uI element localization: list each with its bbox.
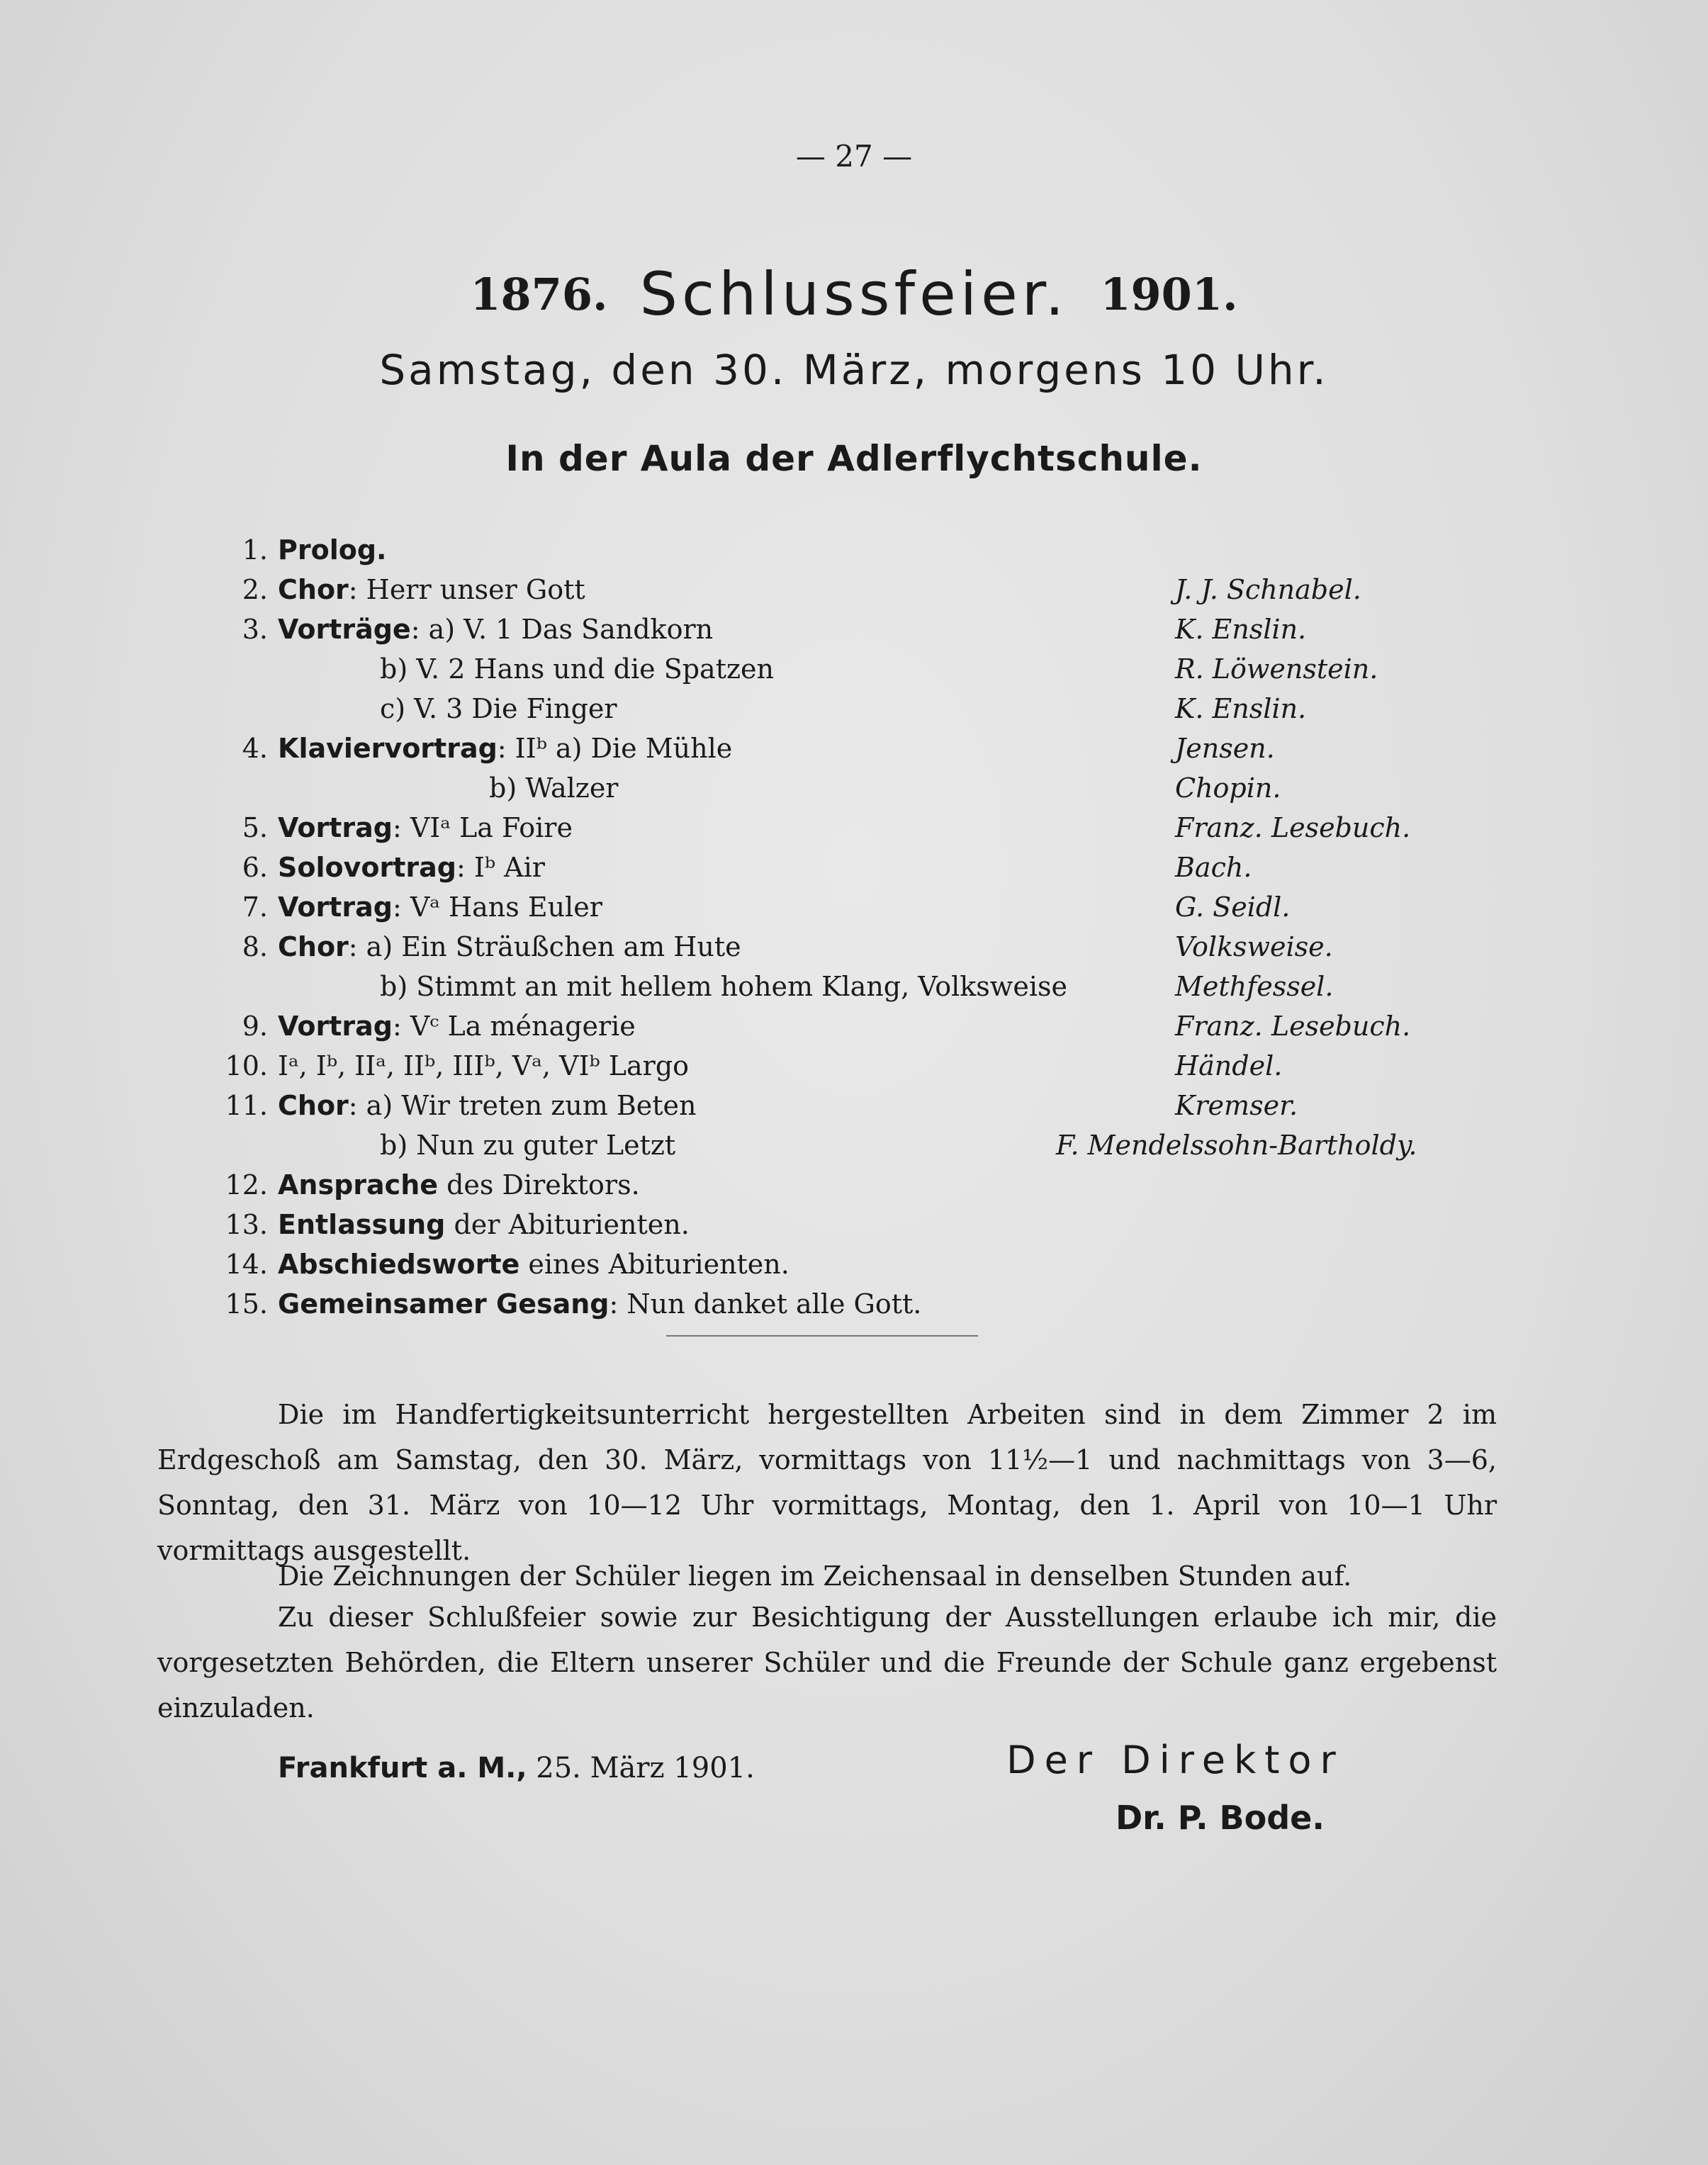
- program-subitem: [213, 1125, 1488, 1165]
- item-text: [278, 887, 602, 927]
- item-text: [278, 1205, 690, 1244]
- program-list: [213, 530, 1488, 1324]
- item-number: 13.: [225, 1209, 268, 1240]
- program-item: [213, 1244, 1488, 1284]
- item-author: K. Enslin.: [1175, 693, 1307, 724]
- item-text: [278, 927, 741, 967]
- program-subitem: [213, 768, 1488, 808]
- item-heading: Entlassung: [278, 1209, 446, 1240]
- item-author: R. Löwenstein.: [1175, 653, 1378, 685]
- item-author: G. Seidl.: [1175, 892, 1291, 923]
- item-text: [278, 1284, 921, 1324]
- item-number: 10.: [225, 1050, 268, 1081]
- item-text: [278, 570, 585, 609]
- program-item: [213, 1165, 1488, 1205]
- item-number: 9.: [242, 1011, 268, 1042]
- item-author: Jensen.: [1175, 733, 1275, 764]
- item-rest: eines Abiturienten.: [519, 1249, 790, 1280]
- item-text: [278, 808, 573, 848]
- program-item: [213, 887, 1488, 927]
- item-author: Franz. Lesebuch.: [1175, 812, 1411, 843]
- item-heading: Gemeinsamer Gesang: [278, 1288, 609, 1320]
- program-item: [213, 530, 1488, 570]
- item-rest: b) Walzer: [489, 772, 619, 804]
- item-number: 11.: [225, 1090, 268, 1121]
- program-item: [213, 729, 1488, 768]
- invitation-paragraph: [157, 1595, 1497, 1731]
- item-number: 7.: [242, 892, 268, 923]
- item-heading: Vortrag: [278, 1011, 393, 1042]
- item-rest: b) V. 2 Hans und die Spatzen: [380, 653, 774, 685]
- item-rest: : VIᵃ La Foire: [392, 812, 573, 843]
- item-number: 3.: [242, 614, 268, 645]
- exhibition-paragraph: [157, 1392, 1497, 1573]
- item-author: Bach.: [1175, 852, 1252, 883]
- item-number: 1.: [242, 534, 268, 566]
- item-text: [278, 1046, 689, 1086]
- item-number: 12.: [225, 1169, 268, 1200]
- item-number: 5.: [242, 812, 268, 843]
- item-rest: : a) Wir treten zum Beten: [348, 1090, 697, 1121]
- item-author: Methfessel.: [1175, 971, 1334, 1002]
- item-heading: Abschiedsworte: [278, 1249, 520, 1280]
- item-rest: des Direktors.: [438, 1169, 640, 1200]
- title-year-start: 1876.: [470, 268, 608, 320]
- venue-line: In der Aula der Adlerflychtschule.: [505, 438, 1203, 479]
- place-date: [278, 1752, 755, 1784]
- item-heading: Chor: [278, 574, 349, 605]
- item-number: 15.: [225, 1288, 268, 1320]
- item-rest: : a) Ein Sträußchen am Hute: [348, 931, 741, 962]
- item-rest: : Iᵇ Air: [456, 852, 545, 883]
- item-rest: Iᵃ, Iᵇ, IIᵃ, IIᵇ, IIIᵇ, Vᵃ, VIᵇ Largo: [278, 1050, 690, 1081]
- item-heading: Chor: [278, 931, 349, 962]
- item-rest: : Nun danket alle Gott.: [609, 1288, 922, 1320]
- item-text: [278, 1244, 790, 1284]
- place-text: Frankfurt a. M.,: [278, 1752, 527, 1784]
- page-number: — 27 —: [795, 139, 913, 174]
- program-item: [213, 1086, 1488, 1125]
- item-heading: Prolog.: [278, 534, 387, 566]
- title-year-end: 1901.: [1100, 268, 1238, 320]
- date-text: 25. März 1901.: [527, 1752, 755, 1784]
- program-item: [213, 1046, 1488, 1086]
- item-rest: : a) V. 1 Das Sandkorn: [410, 614, 714, 645]
- item-rest: c) V. 3 Die Finger: [380, 693, 617, 724]
- item-author: Händel.: [1175, 1050, 1283, 1081]
- drawings-paragraph: [157, 1553, 1497, 1599]
- item-author: Franz. Lesebuch.: [1175, 1011, 1411, 1042]
- item-text: [278, 729, 732, 768]
- item-heading: Solovortrag: [278, 852, 456, 883]
- signature-title: Der Direktor: [1006, 1738, 1344, 1782]
- item-author: Chopin.: [1175, 772, 1281, 804]
- item-number: 14.: [225, 1249, 268, 1280]
- item-rest: : IIᵇ a) Die Mühle: [497, 733, 733, 764]
- item-rest: b) Stimmt an mit hellem hohem Klang, Volksweise: [380, 971, 1067, 1002]
- program-item: [213, 609, 1488, 649]
- paragraph-text: Die Zeichnungen der Schüler liegen im Zeichensaal in denselben Stunden auf.: [278, 1561, 1352, 1592]
- item-number: 6.: [242, 852, 268, 883]
- item-rest: der Abiturienten.: [445, 1209, 690, 1240]
- item-text: [278, 1006, 636, 1046]
- title-main: Schlussfeier.: [639, 259, 1069, 329]
- program-subitem: [213, 649, 1488, 689]
- program-item: [213, 1205, 1488, 1244]
- item-author: K. Enslin.: [1175, 614, 1307, 645]
- item-rest: : Herr unser Gott: [348, 574, 585, 605]
- item-text: [278, 1165, 640, 1205]
- item-text: [278, 530, 386, 570]
- program-item: [213, 1006, 1488, 1046]
- item-rest: : Vᶜ La ménagerie: [392, 1011, 636, 1042]
- program-subitem: [213, 689, 1488, 729]
- program-item: [213, 927, 1488, 967]
- paragraph-text: Die im Handfertigkeitsunterricht hergestellten Arbeiten sind in dem Zimmer 2 im Erdgeschoß am Samstag, den 30. März, vormittags von 11½—1 und nachmittags von 3—6, Sonntag, den 31. März von 10—12 Uhr vormittags, Montag, den 1. April von 10—1 Uhr vormittags ausgestellt.: [157, 1399, 1497, 1566]
- item-rest: b) Nun zu guter Letzt: [380, 1130, 676, 1161]
- program-item: [213, 808, 1488, 848]
- program-item: [213, 848, 1488, 887]
- item-heading: Chor: [278, 1090, 349, 1121]
- signature-name: Dr. P. Bode.: [1116, 1799, 1325, 1837]
- item-heading: Klaviervortrag: [278, 733, 498, 764]
- program-subitem: [213, 967, 1488, 1006]
- item-heading: Vorträge: [278, 614, 411, 645]
- item-author: Kremser.: [1175, 1090, 1298, 1121]
- date-line: Samstag, den 30. März, morgens 10 Uhr.: [379, 346, 1329, 394]
- title-heading: [0, 259, 1708, 329]
- separator-rule: [666, 1335, 978, 1337]
- item-text: [278, 848, 545, 887]
- paragraph-text: Zu dieser Schlußfeier sowie zur Besichtigung der Ausstellungen erlaube ich mir, die vorgesetzten Behörden, die Eltern unserer Schüler und die Freunde der Schule ganz ergebenst einzuladen.: [157, 1602, 1497, 1723]
- item-author: Volksweise.: [1175, 931, 1333, 962]
- item-heading: Ansprache: [278, 1169, 439, 1200]
- item-number: 4.: [242, 733, 268, 764]
- item-number: 8.: [242, 931, 268, 962]
- item-author: J. J. Schnabel.: [1175, 574, 1361, 605]
- item-heading: Vortrag: [278, 812, 393, 843]
- item-text: [278, 1086, 697, 1125]
- item-heading: Vortrag: [278, 892, 393, 923]
- program-item: [213, 1284, 1488, 1324]
- item-number: 2.: [242, 574, 268, 605]
- item-author: F. Mendelssohn-Bartholdy.: [1056, 1130, 1417, 1161]
- program-item: [213, 570, 1488, 609]
- item-text: [278, 609, 713, 649]
- item-rest: : Vᵃ Hans Euler: [392, 892, 602, 923]
